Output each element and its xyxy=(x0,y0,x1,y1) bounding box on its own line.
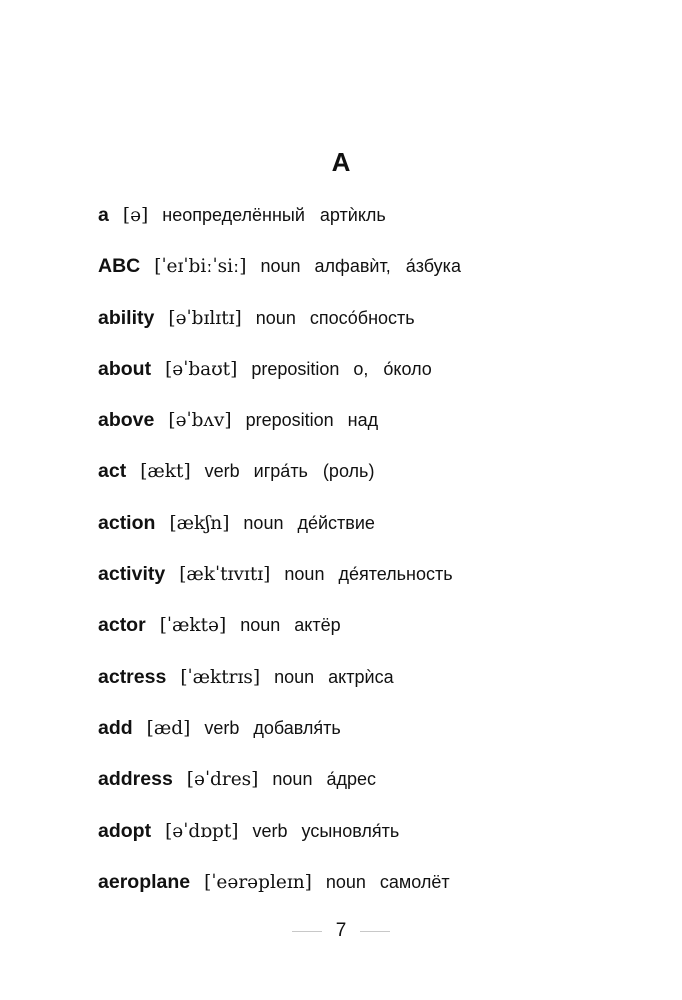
entry-translation: игра́ть (роль) xyxy=(253,461,375,482)
entry-translation: о, о́коло xyxy=(353,358,432,379)
entry-part-of-speech: verb xyxy=(204,461,240,482)
entry-translation: добавля́ть xyxy=(253,717,341,738)
entry-row xyxy=(98,814,658,865)
entry-translation: неопределённый артѝкль xyxy=(162,205,386,225)
entry-list xyxy=(98,198,658,916)
entry-headword: act xyxy=(98,460,127,483)
entry-transcription: [ˈeɪˈbiːˈsiː] xyxy=(154,256,247,278)
entry-headword: adopt xyxy=(98,819,152,842)
entry-headword: actor xyxy=(98,614,146,637)
entry-part-of-speech: noun xyxy=(260,256,301,277)
footer-right-rule xyxy=(360,931,390,932)
entry-part-of-speech: verb xyxy=(252,820,288,841)
entry-transcription: [ˈeərəpleɪn] xyxy=(204,871,312,893)
entry-row xyxy=(98,403,658,454)
entry-transcription: [ækˈtɪvɪtɪ] xyxy=(179,564,271,586)
entry-translation: усыновля́ть xyxy=(301,820,400,841)
entry-row xyxy=(98,660,658,711)
entry-part-of-speech: preposition xyxy=(251,358,340,379)
entry-row xyxy=(98,865,658,916)
entry-part-of-speech: noun xyxy=(240,615,281,636)
entry-row xyxy=(98,454,658,505)
entry-headword: activity xyxy=(98,563,166,586)
entry-translation: спосо́бность xyxy=(309,307,415,328)
entry-headword: address xyxy=(98,768,173,791)
entry-row xyxy=(98,711,658,762)
entry-headword: action xyxy=(98,511,156,534)
entry-transcription: [əˈbɪlɪtɪ] xyxy=(168,307,242,329)
entry-transcription: [əˈdres] xyxy=(186,769,259,791)
entry-headword: add xyxy=(98,716,133,739)
entry-part-of-speech: noun xyxy=(243,512,284,533)
entry-headword: about xyxy=(98,357,152,380)
page-footer xyxy=(0,914,682,948)
entry-transcription: [ˈæktə] xyxy=(159,615,227,637)
entry-headword: aeroplane xyxy=(98,870,191,893)
entry-transcription: [æd] xyxy=(146,717,191,739)
entry-row xyxy=(98,557,658,608)
entry-headword: above xyxy=(98,409,155,432)
entry-part-of-speech: noun xyxy=(272,769,313,790)
entry-row xyxy=(98,198,658,249)
entry-headword: a xyxy=(98,204,109,226)
entry-part-of-speech: noun xyxy=(325,871,366,892)
entry-translation: де́ятельность xyxy=(338,564,453,585)
entry-row xyxy=(98,506,658,557)
entry-transcription: [ækt] xyxy=(140,461,191,483)
entry-part-of-speech: noun xyxy=(274,666,315,687)
entry-transcription: [ə] xyxy=(122,205,149,226)
entry-translation: актёр xyxy=(294,615,341,636)
entry-translation: актрѝса xyxy=(328,666,394,687)
entry-translation: де́йствие xyxy=(297,512,375,533)
entry-row xyxy=(98,301,658,352)
entry-transcription: [əˈdɒpt] xyxy=(165,820,239,842)
entry-translation: над xyxy=(347,410,379,431)
entry-headword: ability xyxy=(98,306,155,329)
entry-part-of-speech: preposition xyxy=(245,410,334,431)
entry-transcription: [ækʃn] xyxy=(169,512,230,534)
entry-part-of-speech: noun xyxy=(284,564,325,585)
entry-part-of-speech: verb xyxy=(204,717,240,738)
entry-headword: ABC xyxy=(98,255,141,278)
entry-transcription: [ˈæktrɪs] xyxy=(180,666,261,688)
entry-row xyxy=(98,762,658,813)
entry-transcription: [əˈbaʊt] xyxy=(165,358,238,380)
entry-transcription: [əˈbʌv] xyxy=(168,410,232,432)
entry-row xyxy=(98,249,658,300)
page-number: 7 xyxy=(335,920,347,941)
entry-row xyxy=(98,608,658,659)
entry-translation: а́дрес xyxy=(326,769,376,790)
entry-headword: actress xyxy=(98,665,167,688)
entry-translation: алфавѝт, а́збука xyxy=(314,256,461,277)
entry-part-of-speech: noun xyxy=(255,307,296,328)
section-letter-heading: A xyxy=(331,147,351,177)
footer-left-rule xyxy=(292,931,322,932)
entry-row xyxy=(98,352,658,403)
entry-translation: самолёт xyxy=(379,871,450,892)
